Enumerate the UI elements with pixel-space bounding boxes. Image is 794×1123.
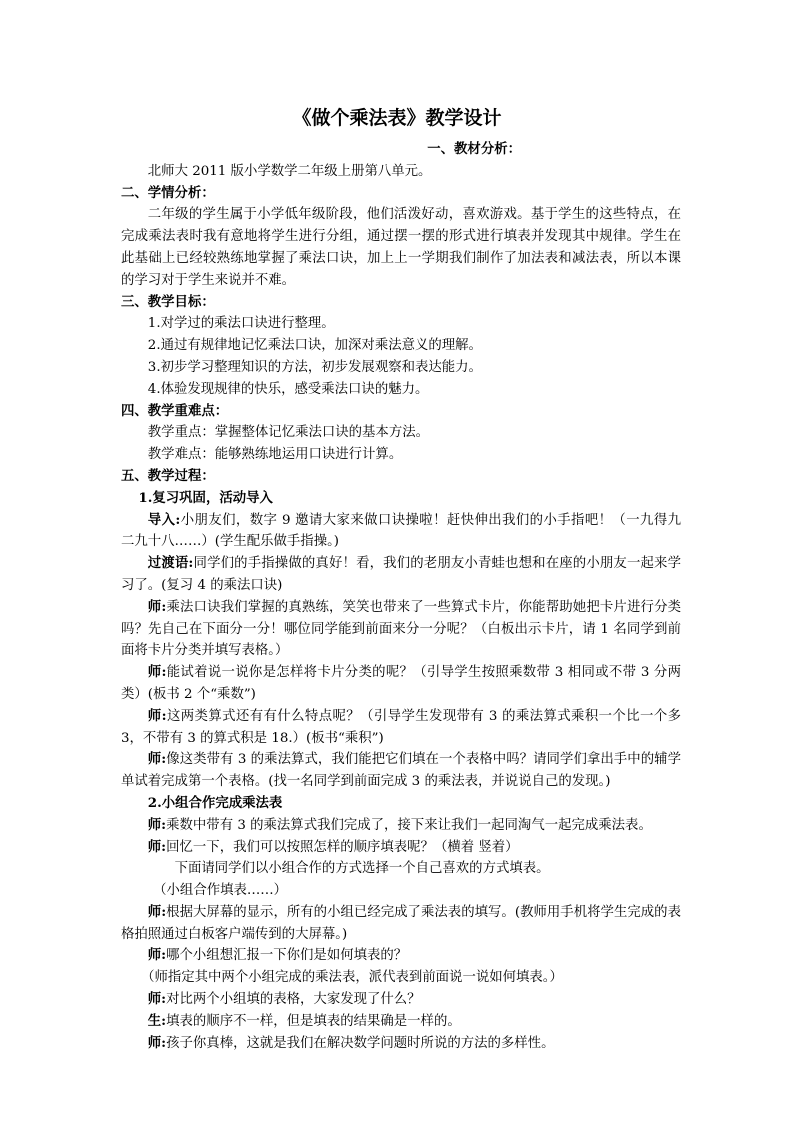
process-paragraph	[121, 662, 681, 706]
objective-item: 2.通过有规律地记忆乘法口诀，加深对乘法意义的理解。	[147, 338, 482, 354]
section-heading-process: 五、教学过程：	[121, 467, 215, 484]
document-body	[121, 139, 681, 1054]
paragraph-text: 乘法口诀我们掌握的真熟练，笑笑也带来了一些算式卡片，你能帮助她把卡片进行分类吗？先自己在下面分一分！哪位同学能到前面来分一分呢？（白板出示卡片，请 1 名同学到前面将卡片分类并填写表格。）	[121, 599, 681, 659]
speaker-label: 师:	[147, 991, 167, 1008]
speaker-label: 师:	[147, 947, 167, 964]
paragraph-text: 小朋友们，数字 9 邀请大家来做口诀操啦！赶快伸出我们的小手指吧！（一九得九 二九十八……）(学生配乐做手指操。)	[121, 512, 682, 550]
document-title: 《做个乘法表》教学设计	[292, 107, 502, 129]
paragraph-text: 填表的顺序不一样，但是填表的结果确是一样的。	[166, 1013, 461, 1029]
speaker-label: 师:	[147, 598, 167, 615]
process-paragraph	[121, 945, 681, 967]
paragraph-text: 这两类算式还有有什么特点呢？（引导学生发现带有 3 的乘法算式乘积一个比一个多 3，不带有 3 的算式积是 18.）(板书“乘积”)	[121, 708, 682, 746]
speaker-label: 师:	[147, 751, 167, 768]
objective-item: 3.初步学习整理知识的方法，初步发展观察和表达能力。	[147, 359, 482, 375]
key-point-text: 教学重点：掌握整体记忆乘法口诀的基本方法。	[147, 425, 429, 441]
process-paragraph: （小组合作填表……）	[153, 883, 288, 899]
paragraph-text: 像这类带有 3 的乘法算式，我们能把它们填在一个表格中吗？请同学们拿出手中的辅学单试着完成第一个表格。(找一名同学到前面完成 3 的乘法表，并说说自己的发现。)	[121, 752, 682, 790]
objective-item: 4.体验发现规律的快乐，感受乘法口诀的魅力。	[147, 381, 429, 397]
speaker-label: 师:	[147, 816, 167, 833]
section-heading-student-analysis: 二、学情分析：	[121, 184, 215, 201]
process-paragraph	[121, 989, 681, 1011]
speaker-label: 师:	[147, 707, 167, 724]
process-step-2-heading: 2.小组合作完成乘法表	[147, 794, 283, 811]
speaker-label: 师:	[147, 838, 167, 855]
process-paragraph	[121, 553, 681, 597]
paragraph-text: 乘数中带有 3 的乘法算式我们完成了，接下来让我们一起同淘气一起完成乘法表。	[166, 817, 652, 833]
section-heading-objectives: 三、教学目标：	[121, 293, 215, 310]
process-paragraph	[121, 902, 681, 946]
section-heading-textbook-analysis: 一、教材分析：	[427, 141, 521, 157]
paragraph-text: 同学们的手指操做的真好！看，我们的老朋友小青蛙也想和在座的小朋友一起来学习了。(复习 4 的乘法口诀)	[121, 556, 681, 593]
speaker-label: 导入:	[147, 511, 181, 528]
paragraph-text: 孩子你真棒，这就是我们在解决数学问题时所说的方法的多样性。	[166, 1035, 555, 1051]
process-paragraph	[121, 837, 681, 859]
paragraph-text: 根据大屏幕的显示，所有的小组已经完成了乘法表的填写。(教师用手机将学生完成的表格拍照通过白板客户端传到的大屏幕。)	[121, 904, 681, 942]
section-heading-key-points: 四、教学重难点：	[121, 402, 229, 419]
speaker-label: 师:	[147, 903, 167, 920]
paragraph-text: 回忆一下，我们可以按照怎样的顺序填表呢？（横着 竖着）	[166, 839, 519, 855]
process-paragraph	[121, 510, 681, 554]
process-paragraph	[121, 1011, 681, 1033]
speaker-label: 生:	[147, 1012, 167, 1029]
process-paragraph: （师指定其中两个小组完成的乘法表，派代表到前面说一说如何填表。）	[141, 970, 563, 986]
process-paragraph	[121, 706, 681, 750]
process-paragraph	[121, 1033, 681, 1055]
process-paragraph	[121, 749, 681, 793]
difficulty-text: 教学难点：能够熟练地运用口诀进行计算。	[147, 447, 403, 463]
speaker-label: 过渡语:	[147, 555, 194, 572]
paragraph-text: 能试着说一说你是怎样将卡片分类的呢？（引导学生按照乘数带 3 相同或不带 3 分两类）(板书 2 个“乘数”)	[121, 665, 681, 702]
objective-item: 1.对学过的乘法口诀进行整理。	[147, 316, 335, 332]
speaker-label: 师:	[147, 1034, 167, 1051]
speaker-label: 师:	[147, 664, 167, 681]
process-paragraph	[121, 815, 681, 837]
paragraph-text: 对比两个小组填的表格，大家发现了什么？	[166, 992, 421, 1008]
student-analysis-text: 二年级的学生属于小学低年级阶段，他们活泼好动，喜欢游戏。基于学生的这些特点，在完成乘法表时我有意地将学生进行分组，通过摆一摆的形式进行填表并发现其中规律。学生在此基础上已经较熟练地掌握了乘法口诀，加上上一学期我们制作了加法表和减法表，所以本课的学习对于学生来说并不难。	[121, 207, 681, 288]
process-paragraph: 下面请同学们以小组合作的方式选择一个自己喜欢的方式填表。	[174, 861, 550, 877]
textbook-analysis-text: 北师大 2011 版小学数学二年级上册第八单元。	[147, 163, 432, 179]
process-step-1-heading: 1.复习巩固，活动导入	[138, 489, 273, 506]
process-paragraph	[121, 597, 681, 662]
paragraph-text: 哪个小组想汇报一下你们是如何填表的？	[166, 948, 408, 964]
